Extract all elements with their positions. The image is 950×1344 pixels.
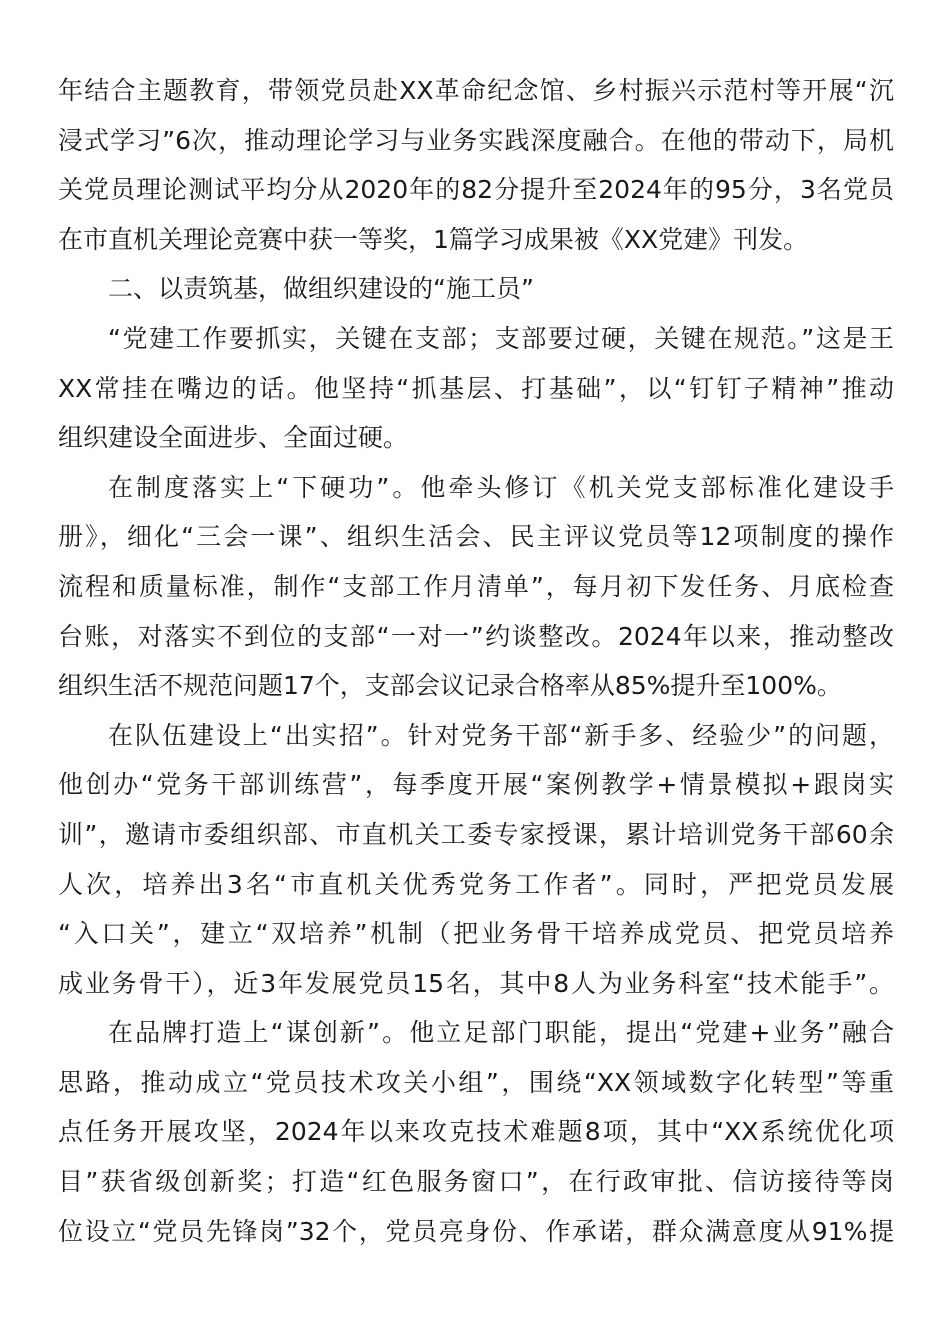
text-line: 目”获省级创新奖；打造“红色服务窗口”，在行政审批、信访接待等岗 (58, 1167, 894, 1197)
document-body (58, 66, 894, 1256)
text-line: XX常挂在嘴边的话。他坚持“抓基层、打基础”，以“钉钉子精神”推动 (58, 373, 894, 403)
text-line: 流程和质量标准，制作“支部工作月清单”，每月初下发任务、月底检查 (58, 571, 894, 601)
text-line: 台账，对落实不到位的支部“一对一”约谈整改。2024年以来，推动整改 (58, 621, 894, 651)
text-line: 浸式学习”6次，推动理论学习与业务实践深度融合。在他的带动下，局机 (58, 125, 894, 155)
text-line: 在市直机关理论竞赛中获一等奖，1篇学习成果被《XX党建》刊发。 (58, 224, 809, 254)
text-line: “党建工作要抓实，关键在支部；支部要过硬，关键在规范。”这是王 (108, 323, 894, 353)
text-line: 组织建设全面进步、全面过硬。 (58, 423, 409, 453)
text-line: 在品牌打造上“谋创新”。他立足部门职能，提出“党建+业务”融合 (108, 1018, 894, 1048)
text-line: 人次，培养出3名“市直机关优秀党务工作者”。同时，严把党员发展 (58, 869, 894, 899)
text-line: 组织生活不规范问题17个，支部会议记录合格率从85%提升至100%。 (58, 671, 842, 701)
text-line: 他创办“党务干部训练营”，每季度开展“案例教学+情景模拟+跟岗实 (58, 770, 894, 800)
text-line: 关党员理论测试平均分从2020年的82分提升至2024年的95分，3名党员 (58, 175, 894, 205)
text-line: 二、以责筑基，做组织建设的“施工员” (108, 274, 534, 304)
text-line: 成业务骨干），近3年发展党员15名，其中8人为业务科室“技术能手”。 (58, 968, 894, 998)
text-line: 册》，细化“三会一课”、组织生活会、民主评议党员等12项制度的操作 (58, 522, 894, 552)
text-line: 点任务开展攻坚，2024年以来攻克技术难题8项，其中“XX系统优化项 (58, 1117, 894, 1147)
text-line: 年结合主题教育，带领党员赴XX革命纪念馆、乡村振兴示范村等开展“沉 (58, 76, 894, 105)
text-line: 位设立“党员先锋岗”32个，党员亮身份、作承诺，群众满意度从91%提 (58, 1216, 894, 1246)
text-line: 思路，推动成立“党员技术攻关小组”，围绕“XX领域数字化转型”等重 (58, 1067, 894, 1097)
text-line: 训”，邀请市委组织部、市直机关工委专家授课，累计培训党务干部60余 (58, 819, 894, 849)
text-line: “入口关”，建立“双培养”机制（把业务骨干培养成党员、把党员培养 (58, 919, 894, 949)
text-line: 在队伍建设上“出实招”。针对党务干部“新手多、经验少”的问题， (108, 720, 894, 750)
text-line: 在制度落实上“下硬功”。他牵头修订《机关党支部标准化建设手 (108, 472, 894, 502)
